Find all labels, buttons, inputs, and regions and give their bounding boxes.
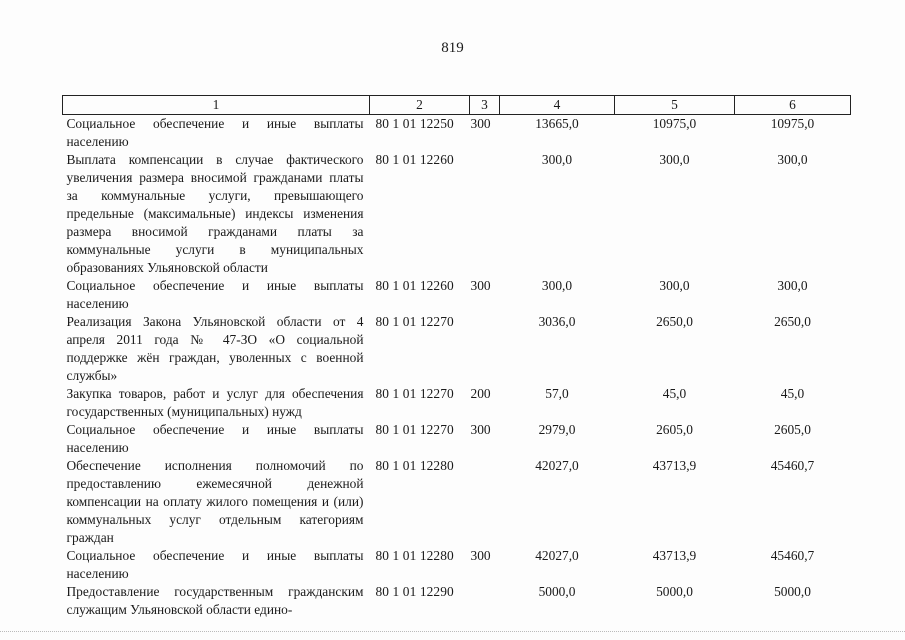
row-type: 300 xyxy=(470,422,491,437)
row-type xyxy=(470,313,500,385)
row-description: Социальное обеспечение и иные выплаты населению xyxy=(66,548,364,581)
row-amount-3: 45460,7 xyxy=(770,458,815,473)
row-type xyxy=(470,151,500,277)
table-row xyxy=(63,385,851,421)
row-type xyxy=(470,583,500,619)
row-code: 80 1 01 12270 xyxy=(375,386,454,401)
table-row xyxy=(63,115,851,152)
row-amount-3: 300,0 xyxy=(777,152,808,167)
row-amount-2: 300,0 xyxy=(659,152,690,167)
row-type: 300 xyxy=(470,548,491,563)
row-description: Предоставление государственным гражданским служащим Ульяновской области едино- xyxy=(66,584,364,617)
row-amount-1: 300,0 xyxy=(541,152,573,167)
table-row xyxy=(63,313,851,385)
column-header-4: 4 xyxy=(500,96,615,115)
row-amount-1: 42027,0 xyxy=(535,458,579,473)
table-row xyxy=(63,151,851,277)
row-amount-3: 300,0 xyxy=(777,278,808,293)
row-amount-3: 5000,0 xyxy=(774,584,811,599)
row-type: 300 xyxy=(470,278,491,293)
row-code: 80 1 01 12270 xyxy=(375,422,454,437)
row-code: 80 1 01 12280 xyxy=(375,548,454,563)
row-amount-2: 5000,0 xyxy=(656,584,693,599)
budget-table xyxy=(62,95,851,619)
table-row xyxy=(63,421,851,457)
table-row xyxy=(63,547,851,583)
row-code: 80 1 01 12250 xyxy=(375,116,454,131)
row-code: 80 1 01 12290 xyxy=(375,584,454,599)
row-amount-3: 45,0 xyxy=(780,386,805,401)
row-description: Социальное обеспечение и иные выплаты населению xyxy=(66,116,364,149)
row-amount-2: 43713,9 xyxy=(652,548,697,563)
row-amount-2: 2605,0 xyxy=(656,422,693,437)
row-amount-3: 2605,0 xyxy=(774,422,811,437)
row-amount-1: 5000,0 xyxy=(538,584,576,599)
row-amount-1: 300,0 xyxy=(541,278,573,293)
row-description: Обеспечение исполнения полномочий по предоставлению ежемесячной денежной компенсации на оплату жилого помещения и (или) коммунальных услуг отдельным категориям граждан xyxy=(66,458,364,545)
scan-edge-divider xyxy=(0,631,905,640)
row-description: Закупка товаров, работ и услуг для обеспечения государственных (муниципальных) нужд xyxy=(66,386,364,419)
row-description: Реализация Закона Ульяновской области от 4 апреля 2011 года № 47-ЗО «О социальной поддержке жён граждан, уволенных с военной службы» xyxy=(66,314,364,383)
row-amount-2: 300,0 xyxy=(659,278,690,293)
row-description: Выплата компенсации в случае фактического увеличения размера вносимой гражданами платы за коммунальные услуги, превышающего предельные (максимальные) индексы изменения размера вносимой гражданами платы за коммунальные услуги в муниципальных образованиях Ульяновской области xyxy=(66,152,364,275)
row-amount-3: 45460,7 xyxy=(770,548,815,563)
row-amount-3: 10975,0 xyxy=(770,116,815,131)
column-header-1: 1 xyxy=(63,96,370,115)
row-amount-2: 43713,9 xyxy=(652,458,697,473)
row-code: 80 1 01 12270 xyxy=(375,314,454,329)
row-type: 200 xyxy=(470,386,491,401)
table-header-row xyxy=(63,96,851,115)
row-code: 80 1 01 12280 xyxy=(375,458,454,473)
table-row xyxy=(63,277,851,313)
row-amount-1: 3036,0 xyxy=(538,314,576,329)
row-type: 300 xyxy=(470,116,491,131)
row-type xyxy=(470,457,500,547)
row-amount-2: 45,0 xyxy=(662,386,687,401)
row-code: 80 1 01 12260 xyxy=(375,278,454,293)
row-amount-2: 2650,0 xyxy=(656,314,693,329)
column-header-5: 5 xyxy=(615,96,735,115)
row-amount-3: 2650,0 xyxy=(774,314,811,329)
row-amount-1: 57,0 xyxy=(545,386,569,401)
row-amount-1: 13665,0 xyxy=(535,116,579,131)
page-number: 819 xyxy=(441,40,464,56)
table-row xyxy=(63,583,851,619)
row-code: 80 1 01 12260 xyxy=(375,152,454,167)
row-description: Социальное обеспечение и иные выплаты населению xyxy=(66,278,364,311)
table-row xyxy=(63,457,851,547)
row-amount-1: 42027,0 xyxy=(535,548,579,563)
column-header-3: 3 xyxy=(470,96,500,115)
row-description: Социальное обеспечение и иные выплаты населению xyxy=(66,422,364,455)
row-amount-1: 2979,0 xyxy=(538,422,576,437)
row-amount-2: 10975,0 xyxy=(652,116,697,131)
column-header-6: 6 xyxy=(735,96,851,115)
column-header-2: 2 xyxy=(370,96,470,115)
